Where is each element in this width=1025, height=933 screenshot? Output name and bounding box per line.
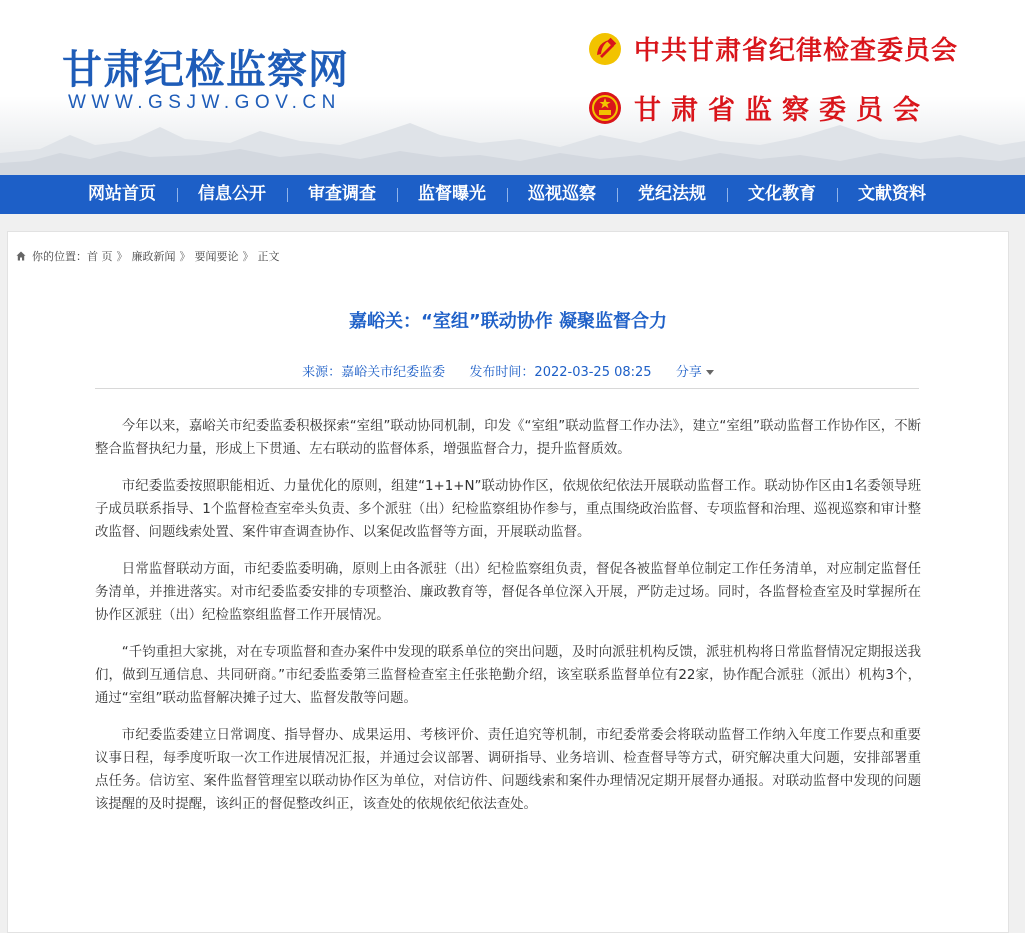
nav-item-regulations[interactable]: 党纪法规 bbox=[617, 175, 727, 214]
site-domain: WWW.GSJW.GOV.CN bbox=[68, 92, 341, 113]
nav-item-investigation[interactable]: 审查调查 bbox=[287, 175, 397, 214]
main-nav bbox=[0, 175, 1025, 214]
breadcrumb-headlines[interactable]: 要闻要论 bbox=[194, 250, 239, 263]
breadcrumb-prefix: 你的位置： bbox=[32, 250, 87, 263]
share-label: 分享 bbox=[675, 365, 702, 380]
nav-item-home[interactable]: 网站首页 bbox=[88, 184, 156, 204]
share-button[interactable] bbox=[676, 365, 714, 380]
article-paragraph: 市纪委监委按照职能相近、力量优化的原则，组建“1+1+N”联动协作区，依规依纪依法开展联动监督工作。联动协作区由1名委领导班子成员联系指导、1个监督检查室牵头负责、多个派驻（出）纪检监察组协作参与，重点围绕政治监督、专项监督和治理、巡视巡察和审计整改监督、问题线索处置、案件审查调查协作、以案促改监督等方面，开展联动监督。 bbox=[95, 479, 921, 540]
nav-item-inspection[interactable]: 巡视巡察 bbox=[507, 175, 617, 214]
article-source: 来源：嘉峪关市纪委监委 bbox=[302, 365, 446, 380]
article-paragraph: 今年以来，嘉峪关市纪委监委积极探索“室组”联动协同机制，印发《“室组”联动监督工作办法》，建立“室组”联动监督工作协作区，不断整合监督执纪力量，形成上下贯通、左右联动的监督体系，增强监督合力，提升监督质效。 bbox=[95, 419, 921, 457]
nav-item-documents[interactable]: 文献资料 bbox=[837, 175, 947, 214]
chevron-down-icon bbox=[706, 370, 714, 375]
org-supervision-name: 甘肃省监察委员会 bbox=[634, 95, 930, 126]
breadcrumb-separator: 》 bbox=[179, 250, 191, 263]
title-divider bbox=[95, 388, 919, 389]
site-title[interactable]: 甘肃纪检监察网 bbox=[62, 46, 349, 93]
breadcrumb-home[interactable]: 首 页 bbox=[87, 250, 113, 263]
breadcrumb-separator: 》 bbox=[116, 250, 128, 263]
site-header bbox=[0, 0, 1025, 175]
breadcrumb-news[interactable]: 廉政新闻 bbox=[131, 250, 176, 263]
article-date: 发布时间：2022-03-25 08:25 bbox=[469, 365, 652, 380]
org-commission-line bbox=[588, 30, 958, 67]
article-panel bbox=[7, 231, 1009, 933]
home-icon bbox=[16, 251, 26, 261]
article-paragraph: 日常监督联动方面，市纪委监委明确，原则上由各派驻（出）纪检监察组负责，督促各被监督单位制定工作任务清单，对应制定监督任务清单，并推进落实。对市纪委监委安排的专项整治、廉政教育等，督促各单位深入开展，严防走过场。同时，各监督检查室及时掌握所在协作区派驻（出）纪检监察组监督工作开展情况。 bbox=[95, 562, 921, 623]
nav-item-exposure[interactable]: 监督曝光 bbox=[397, 175, 507, 214]
org-commission-name: 中共甘肃省纪律检查委员会 bbox=[634, 36, 959, 66]
breadcrumb-separator: 》 bbox=[242, 250, 254, 263]
article-meta bbox=[8, 361, 1008, 380]
article-paragraph: 市纪委监委建立日常调度、指导督办、成果运用、考核评价、责任追究等机制，市纪委常委会将联动监督工作纳入年度工作要点和重要议事日程，每季度听取一次工作进展情况汇报，并通过会议部署、调研指导、业务培训、检查督导等方式，研究解决重大问题，安排部署重点任务。信访室、案件监督管理室以联动协作区为单位，对信访件、问题线索和案件办理情况定期开展督办通报。对联动监督中发现的问题该提醒的及时提醒，该纠正的督促整改纠正，该查处的依规依纪依法查处。 bbox=[95, 728, 921, 812]
org-supervision-line bbox=[588, 88, 930, 127]
party-emblem-icon bbox=[588, 32, 622, 66]
article-title: 嘉峪关：“室组”联动协作 凝聚监督合力 bbox=[349, 311, 667, 332]
article-paragraph: “千钧重担大家挑，对在专项监督和查办案件中发现的联系单位的突出问题，及时向派驻机构反馈，派驻机构将日常监督情况定期报送我们，做到互通信息、共同研商。”市纪委监委第三监督检查室主任张艳勤介绍，该室联系监督单位有22家，协作配合派驻（派出）机构3个，通过“室组”联动监督解决摊子过大、监督发散等问题。 bbox=[95, 645, 921, 706]
breadcrumb-current: 正文 bbox=[257, 250, 280, 263]
national-emblem-icon bbox=[588, 91, 622, 125]
breadcrumb bbox=[16, 248, 280, 264]
article-body bbox=[95, 415, 921, 830]
nav-item-culture[interactable]: 文化教育 bbox=[727, 175, 837, 214]
nav-item-info-disclosure[interactable]: 信息公开 bbox=[177, 175, 287, 214]
